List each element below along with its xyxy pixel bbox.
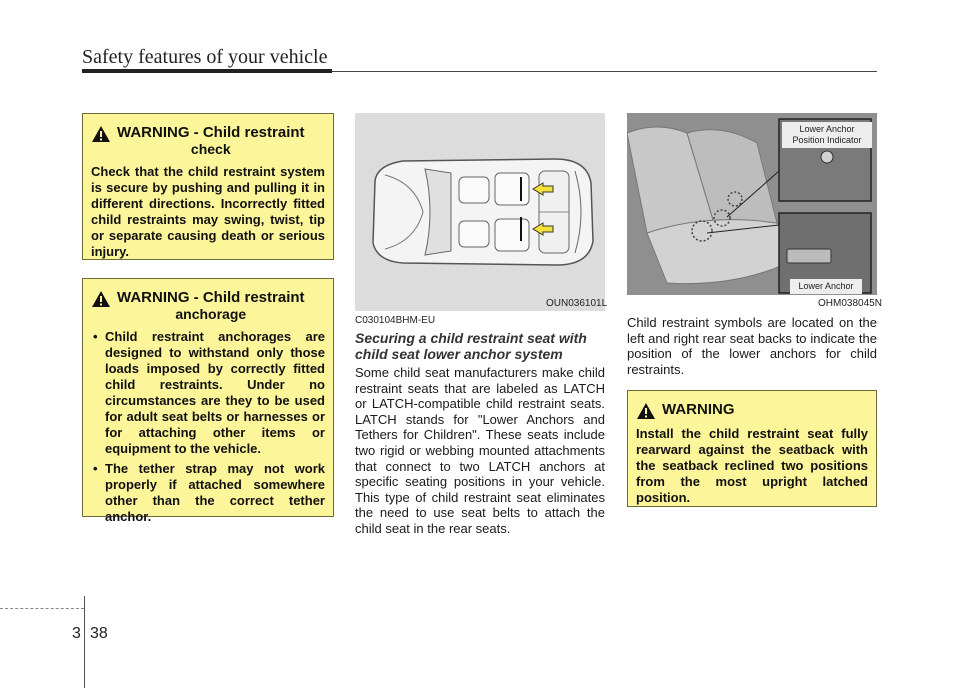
- figure-car-top-view: [355, 113, 608, 311]
- warning-title: [117, 124, 305, 158]
- warning-box-seatback: [627, 390, 877, 507]
- warning-triangle-icon: [91, 290, 111, 308]
- callout-lower-anchor-position-indicator: Lower Anchor Position Indicator: [782, 122, 872, 148]
- header-rule-thin: [332, 71, 877, 72]
- warning-title-line2: check: [190, 141, 231, 157]
- warning-list: [91, 329, 325, 525]
- warning-title: [662, 401, 735, 418]
- warning-word: WARNING: [117, 289, 190, 306]
- section-title: Securing a child restraint seat with child seat lower anchor system: [355, 330, 587, 362]
- warning-list-item: • Child restraint anchorages are designed to withstand only those loads imposed by correctly fitted child restraints. Under no circumstances are they to be used for adult seat belts or harnesses or for attaching other items or equipment to the vehicle.: [91, 329, 325, 457]
- warning-dash: -: [189, 289, 203, 306]
- footer-divider: [84, 596, 85, 688]
- warning-heading: [91, 289, 325, 323]
- anchor-symbol-paragraph: Child restraint symbols are located on the left and right rear seat backs to indicate the position of the lower anchors for child restraints.: [627, 315, 877, 377]
- warning-body: Install the child restraint seat fully rearward against the seatback with the seatback reclined two positions from the most upright latched position.: [636, 426, 868, 505]
- warning-word: WARNING: [662, 401, 735, 418]
- warning-heading: [636, 401, 868, 420]
- section-body: Some child seat manufacturers make child restraint seats that are labeled as LATCH or LATCH-compatible child restraint seats. LATCH stands for "Lower Anchors and Tethers for Children". These seats include two rigid or webbing mounted attachments that connect to two LATCH anchors at specific seating positions in your vehicle. This type of child restraint seat eliminates the need to use seat belts to attach the child seat in the rear seats.: [355, 365, 605, 536]
- warning-title-line2: anchorage: [175, 306, 247, 322]
- warning-heading: [91, 124, 325, 158]
- warning-title-line1: Child restraint: [202, 124, 305, 141]
- warning-dash: -: [189, 124, 203, 141]
- page-number: 38: [90, 625, 108, 642]
- figure-code: OHM038045N: [818, 298, 882, 309]
- warning-list-item: • The tether strap may not work properly if attached somewhere other than the correct tether anchor.: [91, 461, 325, 525]
- section-code: C030104BHM-EU: [355, 315, 436, 326]
- warning-word: WARNING: [117, 124, 190, 141]
- callout-lower-anchor: Lower Anchor: [790, 279, 862, 294]
- warning-triangle-icon: [91, 125, 111, 143]
- warning-box-anchorage: [82, 278, 334, 524]
- footer-dashed-line: [0, 608, 84, 609]
- car-top-view-illustration: [355, 113, 608, 311]
- warning-body: Check that the child restraint system is secure by pushing and pulling it in different directions. Incorrectly fitted child restraints may swing, twist, tip or separate causing death or serious injury.: [91, 164, 325, 259]
- warning-title-line1: Child restraint: [202, 289, 305, 306]
- warning-title: [117, 289, 305, 323]
- page-header-title: Safety features of your vehicle: [82, 46, 328, 68]
- warning-box-check: [82, 113, 334, 260]
- chapter-number: 3: [72, 625, 81, 642]
- figure-code: OUN036101L: [546, 298, 608, 309]
- header-rule: [82, 69, 332, 73]
- warning-triangle-icon: [636, 402, 656, 420]
